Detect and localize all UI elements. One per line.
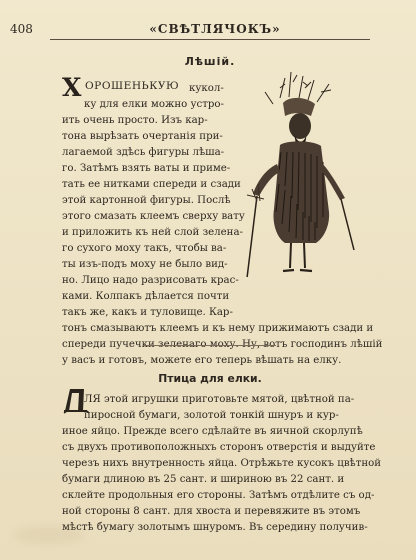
text-line: ной стороны 8 сант. для хвоста и перевяжите въ этомъ xyxy=(62,506,361,517)
text-line: ками. Колпакъ дѣлается почти xyxy=(62,291,230,302)
page-number: 408 xyxy=(10,22,33,36)
text-line: ку для елки можно устро- xyxy=(84,99,224,110)
text-line: мѣстѣ бумагу золотымъ шнуромъ. Въ середину получив- xyxy=(62,522,368,533)
text-line: тона вырѣзать очертанія при- xyxy=(62,131,223,142)
text-line: пиросной бумаги, золотой тонкій шнуръ и кур- xyxy=(84,410,339,421)
text-line: но. Лицо надо разрисовать крас- xyxy=(62,275,239,286)
paper-stain xyxy=(14,526,84,544)
text-line: ты изъ-подъ моху не было вид- xyxy=(62,259,228,270)
section-separator xyxy=(144,345,276,346)
text-line: бумаги длиною въ 25 сант. и шириною въ 22 сант. и xyxy=(62,474,345,485)
text-line: съ двухъ противоположныхъ сторонъ отверстія и выдуйте xyxy=(62,442,376,453)
running-title: «СВѢТЛЯЧОКЪ» xyxy=(149,22,281,36)
section-title-bird: Птица для елки. xyxy=(158,372,262,385)
page-header xyxy=(0,0,416,38)
lead-word: ОРОШЕНЬКУЮ xyxy=(85,80,180,92)
leshiy-figure-illustration xyxy=(245,72,360,277)
text-line: черезъ нихъ внутренность яйца. Отрѣжьте кусокъ цвѣтной xyxy=(62,458,382,469)
text-line: кукол- xyxy=(189,83,224,94)
text-line: и приложить къ ней слой зелена- xyxy=(62,227,243,238)
text-line: у васъ и готовъ, можете его теперь вѣшать на елку. xyxy=(62,355,342,366)
section-title-leshiy: Лѣшій. xyxy=(184,55,236,68)
text-line: ЛЯ этой игрушки приготовьте мятой, цвѣтной па- xyxy=(84,394,355,405)
text-line: иное яйцо. Прежде всего сдѣлайте въ яичной скорлупѣ xyxy=(62,426,363,437)
text-line: ить очень просто. Изъ кар- xyxy=(62,115,208,126)
text-line: го сухого моху такъ, чтобы ва- xyxy=(62,243,227,254)
text-line: этого смазать клеемъ сверху вату xyxy=(62,211,245,222)
text-line: склейте продольныя его стороны. Затѣмъ отдѣлите съ од- xyxy=(62,490,375,501)
text-line: тонъ смазываютъ клеемъ и къ нему прижимаютъ сзади и xyxy=(62,323,374,334)
text-line: такъ же, какъ и туловище. Кар- xyxy=(62,307,233,318)
text-line: лагаемой здѣсь фигуры лѣша- xyxy=(62,147,225,158)
drop-cap-kh: Х xyxy=(62,73,82,102)
text-line: этой картонной фигуры. Послѣ xyxy=(62,195,231,206)
header-rule xyxy=(50,39,370,40)
text-line: го. Затѣмъ взять ваты и приме- xyxy=(62,163,231,174)
text-line: тать ее нитками спереди и сзади xyxy=(62,179,241,190)
text-line: спереди пучечки зеленаго моху. Ну, вотъ господинъ лѣшій xyxy=(62,339,383,350)
